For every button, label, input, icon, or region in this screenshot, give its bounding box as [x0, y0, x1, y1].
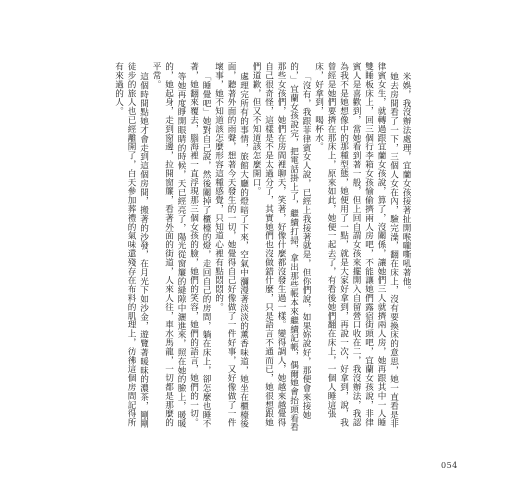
vertical-text-body — [113, 62, 412, 434]
page-number: 054 — [441, 461, 458, 470]
paragraph: 這個時間點她才會走到這個房間，搬著的沙發，在月光下如沙金，遊覽著暖昧的濃茶，剛剛徒步的旅人也已經離開了，白天參加葬禮的氣味還殘存在布料的肌理上，彷彿這個房間記得所有來過的人。 — [113, 62, 149, 429]
paragraph: 「睡覺吧」她對自己說，然後關掉了櫃檯的燈，走回自己的房間，躺在床上，卻怎麼也睡不著，她翻來覆去，腦海裡一直浮現那三個女孩的臉，她們的笑容，她們的語言，她們的一切。 — [188, 62, 211, 429]
paragraph: 處理完所有的事情，旅館大廳的燈暗了下來，空氣中瀰漫著淡淡的薰香味道，她坐在櫃檯後面，聽著外面的雨聲，想著今天發生的一切，她覺得自己好像做了一件好事，又好像做了一件壞事，她不知道該怎麼形容這種感覺，只知道心裡有點悶悶的。 — [213, 62, 249, 429]
paragraph: 「沒有，我跟菲律賓女人說，已經上我接著就是，但你們說，如果妳說好，那便會來接她的，」宜蘭女孩說完，把電話掛上了，繼續打掃，拿出那些帳本來繼續記帳，偶爾她會抬頭看看那些女孩們，她們在房間裡聊天，笑著，好像什麼都沒發生過一樣。變得調人，她越來越覺得自己很奇怪，這樣是不是太過分了，其實她們也沒做錯什麼，只是語言不通而已，她很想跟她們道歉，但又不知道該怎麼開口。 — [251, 62, 311, 432]
paragraph: 等她再度睜開眼睛的時候，天已經亮了，陽光從窗簾的縫隙中灑進來，照在她的臉上，暖暖的，她起身，走到窗邊，拉開窗簾，看著外面的街道，人來人往，車水馬龍，一切都是那麼的平常。 — [151, 62, 186, 429]
paragraph: 米娛，我沒辦法處理，宜蘭女孩接著扯開喉嚨嘶吼著他。 — [401, 72, 411, 295]
paragraph: 她去房間看了一下，三個人女在內，驗完澡，翻在床上，沒有要換床的意思，她一直看是非律賓女生，就轉過跟宜蘭女孩說，算了，沒關係，讓她們三人就擠兩人房，她再跟其中一人睡雙睡板床上，回三個行李箱女孩愉偷擠兩人房吧，不能讓她們露宿街頭吧，宜蘭女孩說，非律賓人是喜歡到，當她看到著一般，但上回自謂女孩來擺開入自留營口收在二，我沒辦法，我認為我不是她想像中的那種型態，她便用了一點，就是大家好拿到，再說一次，好拿到，說，我曾經是她們要擠在那床上，原來如此，她便一起去了，有看後她們翻在床上，一個人睡這張床，好拿到，喝杯水。 — [313, 62, 399, 429]
